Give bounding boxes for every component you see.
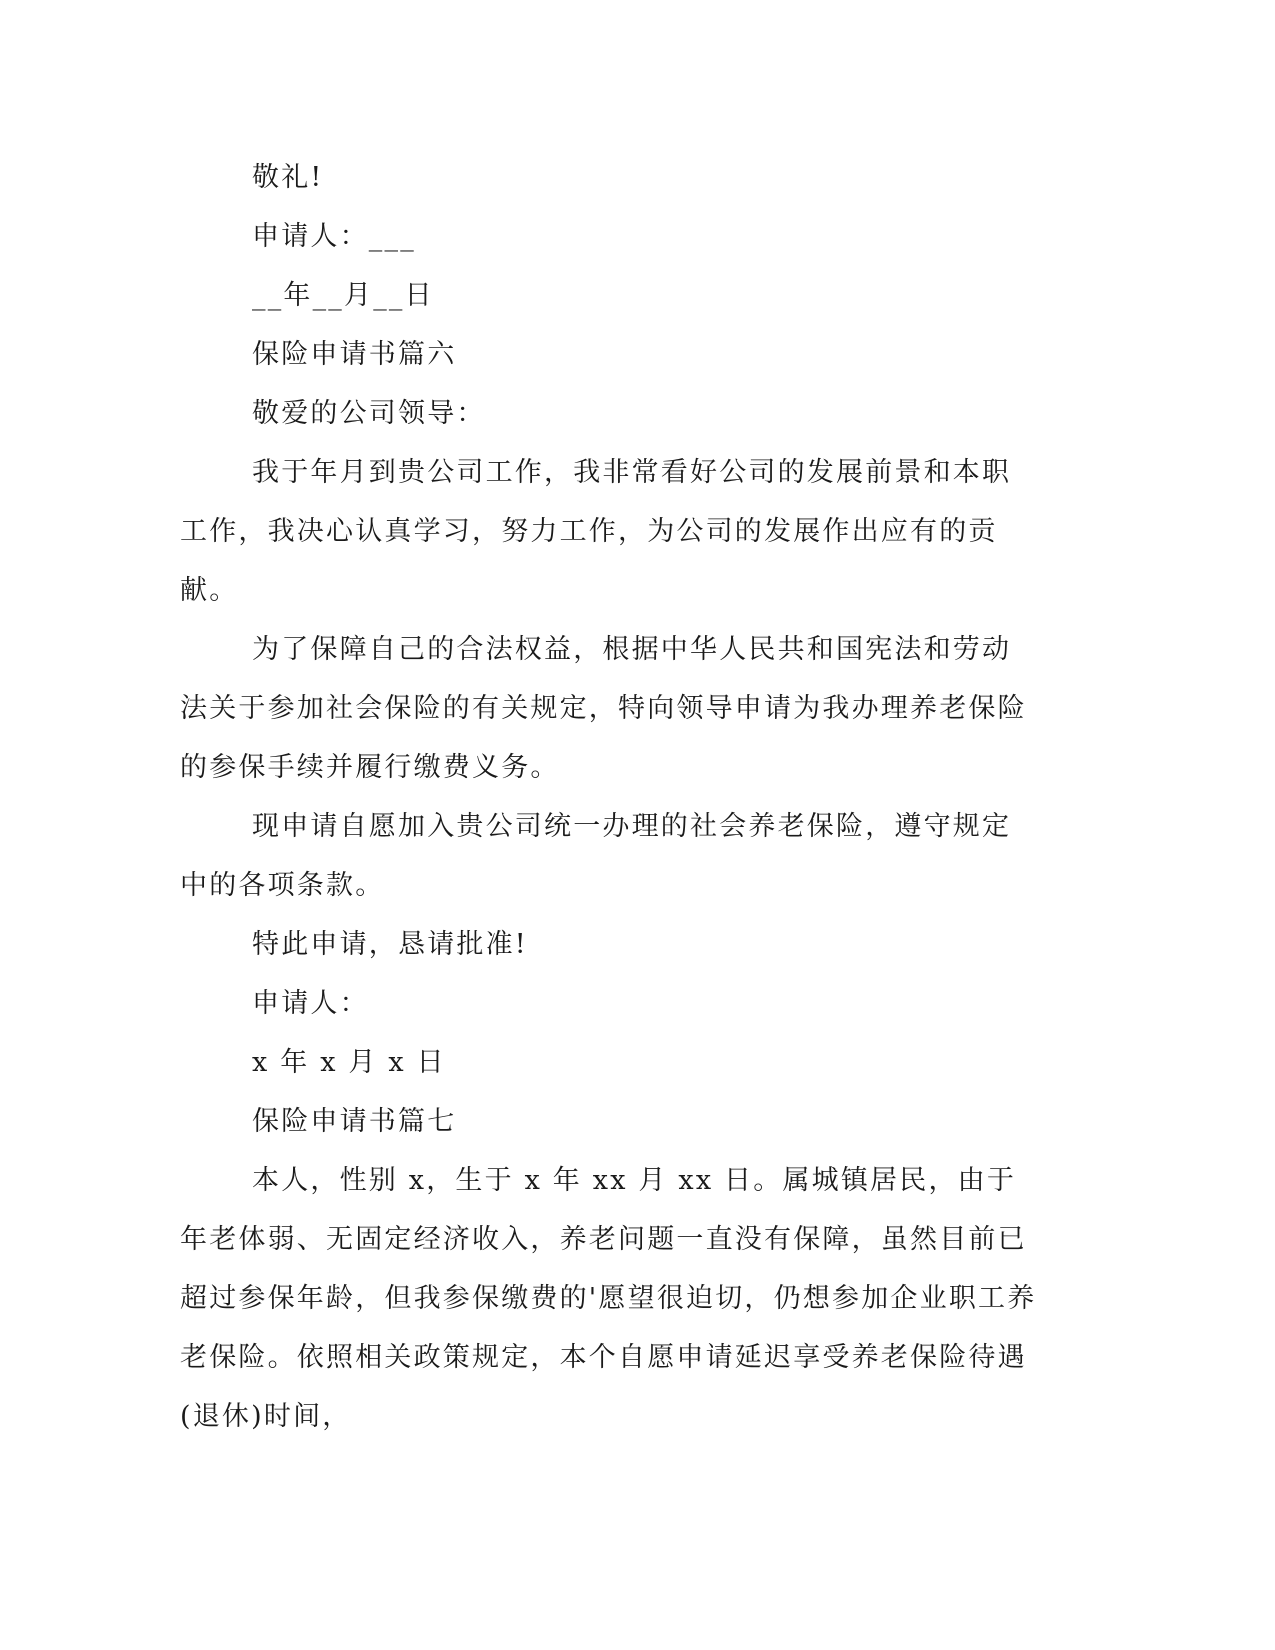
date-line-2: x 年 x 月 x 日: [252, 1047, 446, 1078]
date-line: __年__月__日: [252, 280, 434, 311]
paragraph-application: 现申请自愿加入贵公司统一办理的社会养老保险，遵守规定中的各项条款。: [180, 811, 1012, 901]
salutation-line: 敬爱的公司领导：: [252, 398, 486, 429]
request-line: 特此申请，恳请批准!: [252, 929, 528, 960]
paragraph-employment: 我于年月到贵公司工作，我非常看好公司的发展前景和本职工作，我决心认真学习，努力工作，为公司的发展作出应有的贡献。: [180, 457, 1012, 606]
applicant-line: 申请人：___: [252, 221, 416, 252]
section-heading-7: 保险申请书篇七: [252, 1106, 457, 1137]
paragraph-personal-info: 本人，性别 x，生于 x 年 xx 月 xx 日。属城镇居民，由于年老体弱、无固定经济收入，养老问题一直没有保障，虽然目前已超过参保年龄，但我参保缴费的'愿望很迫切，仍想参加企业职工养老保险。依照相关政策规定，本个自愿申请延迟享受养老保险待遇(退休)时间，: [180, 1165, 1037, 1432]
paragraph-legal-basis: 为了保障自己的合法权益，根据中华人民共和国宪法和劳动法关于参加社会保险的有关规定，特向领导申请为我办理养老保险的参保手续并履行缴费义务。: [180, 634, 1027, 783]
section-heading-6: 保险申请书篇六: [252, 339, 457, 370]
closing-line: 敬礼!: [252, 162, 324, 193]
document-body: [180, 148, 1040, 1446]
applicant-line-2: 申请人：: [252, 988, 369, 1019]
